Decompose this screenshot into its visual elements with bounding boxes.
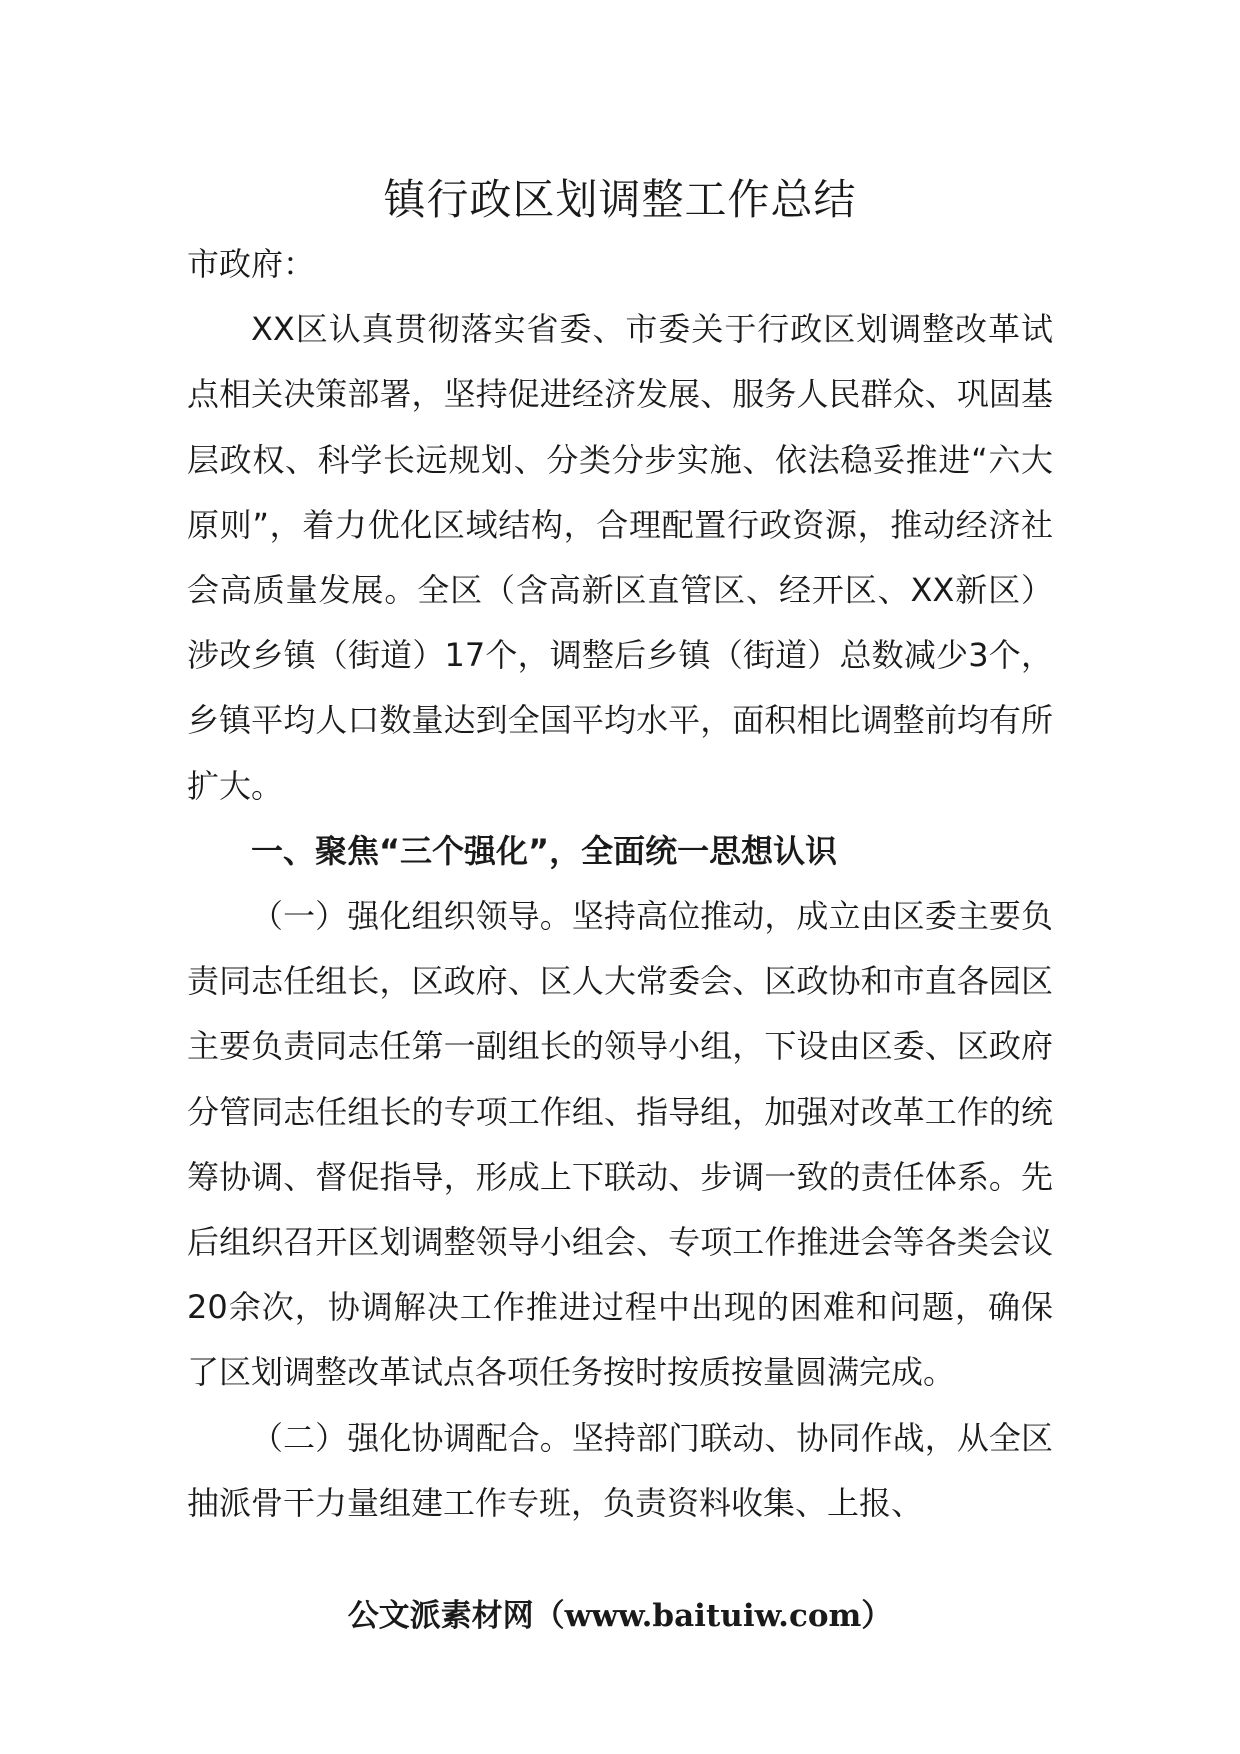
document-title: 镇行政区划调整工作总结 (383, 175, 857, 224)
document-body (187, 232, 1053, 1536)
footer-watermark: 公文派素材网（www.baituiw.com） (347, 1598, 893, 1634)
salutation: 市政府： (187, 245, 316, 283)
subsection-paragraph-1: （一）强化组织领导。坚持高位推动，成立由区委主要负责同志任组长，区政府、区人大常委会、区政协和市直各园区主要负责同志任第一副组长的领导小组，下设由区委、区政府分管同志任组长的专项工作组、指导组，加强对改革工作的统筹协调、督促指导，形成上下联动、步调一致的责任体系。先后组织召开区划调整领导小组会、专项工作推进会等各类会议20余次，协调解决工作推进过程中出现的困难和问题，确保了区划调整改革试点各项任务按时按质按量圆满完成。 (187, 897, 1053, 1392)
section-heading-1: 一、聚焦“三个强化”，全面统一思想认识 (251, 831, 838, 870)
subsection-paragraph-2: （二）强化协调配合。坚持部门联动、协同作战，从全区抽派骨干力量组建工作专班，负责资料收集、上报、 (187, 1418, 1053, 1522)
intro-paragraph: XX区认真贯彻落实省委、市委关于行政区划调整改革试点相关决策部署，坚持促进经济发展、服务人民群众、巩固基层政权、科学长远规划、分类分步实施、依法稳妥推进“六大原则”，着力优化区域结构，合理配置行政资源，推动经济社会高质量发展。全区（含高新区直管区、经开区、XX新区）涉改乡镇（街道）17个，调整后乡镇（街道）总数减少3个，乡镇平均人口数量达到全国平均水平，面积相比调整前均有所扩大。 (187, 310, 1053, 805)
